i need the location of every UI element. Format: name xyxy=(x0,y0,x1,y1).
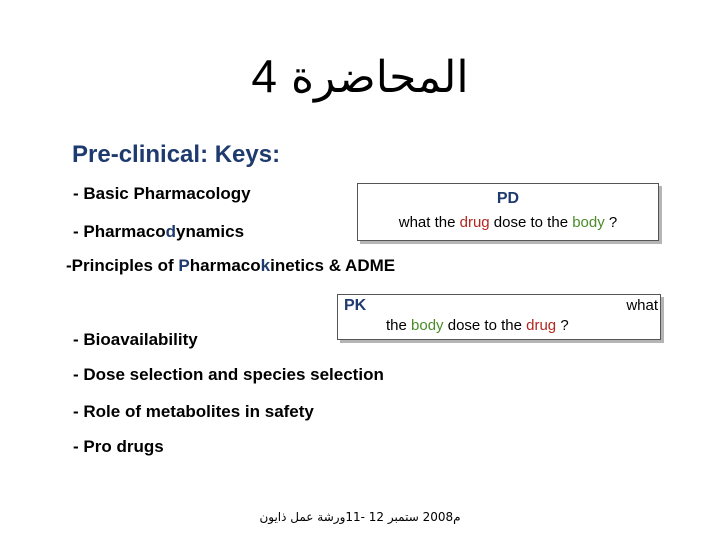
pk-word-body: body xyxy=(411,317,444,334)
principles-p: P xyxy=(178,256,190,275)
principles-k: k xyxy=(260,256,271,275)
pk-definition xyxy=(386,317,569,334)
pk-heading: PK xyxy=(344,297,367,314)
principles-prefix: -Principles of xyxy=(66,256,179,275)
pk-word-drug: drug xyxy=(526,317,557,334)
pharmacodynamics-suffix: ynamics xyxy=(175,222,245,241)
pd-heading: PD xyxy=(496,190,520,207)
pd-text-after: ? xyxy=(604,214,618,231)
item-dose-selection: - Dose selection and species selection xyxy=(73,365,384,384)
title-arabic: المحاضرة xyxy=(291,52,469,103)
pd-definition xyxy=(358,214,658,231)
pk-text-after: ? xyxy=(556,317,569,334)
item-basic-pharmacology: - Basic Pharmacology xyxy=(73,184,251,203)
pk-text-mid: dose to the xyxy=(443,317,527,334)
pd-definition-box xyxy=(357,183,659,241)
item-bioavailability: - Bioavailability xyxy=(73,330,198,349)
slide-footer: م2008 ستمبر 12 -11ورشة عمل ذايون xyxy=(259,510,461,524)
title-number: 4 xyxy=(251,50,277,102)
pk-definition-box xyxy=(337,294,661,340)
pd-word-drug: drug xyxy=(459,214,490,231)
pd-word-body: body xyxy=(572,214,605,231)
principles-mid: harmaco xyxy=(189,256,261,275)
item-pharmacodynamics xyxy=(73,222,244,242)
pharmacodynamics-highlight: d xyxy=(165,222,176,241)
item-pro-drugs: - Pro drugs xyxy=(73,437,164,456)
principles-suffix: inetics & ADME xyxy=(270,256,396,275)
pd-text-before: what the xyxy=(398,214,460,231)
slide-title xyxy=(0,48,720,106)
pk-text-before: the xyxy=(386,317,412,334)
pk-what: what xyxy=(626,297,658,314)
slide-subtitle: Pre-clinical: Keys: xyxy=(72,141,281,168)
pharmacodynamics-prefix: - Pharmaco xyxy=(73,222,166,241)
pd-text-mid: dose to the xyxy=(489,214,573,231)
item-principles-pharmacokinetics xyxy=(66,256,395,276)
item-metabolites: - Role of metabolites in safety xyxy=(73,402,314,421)
